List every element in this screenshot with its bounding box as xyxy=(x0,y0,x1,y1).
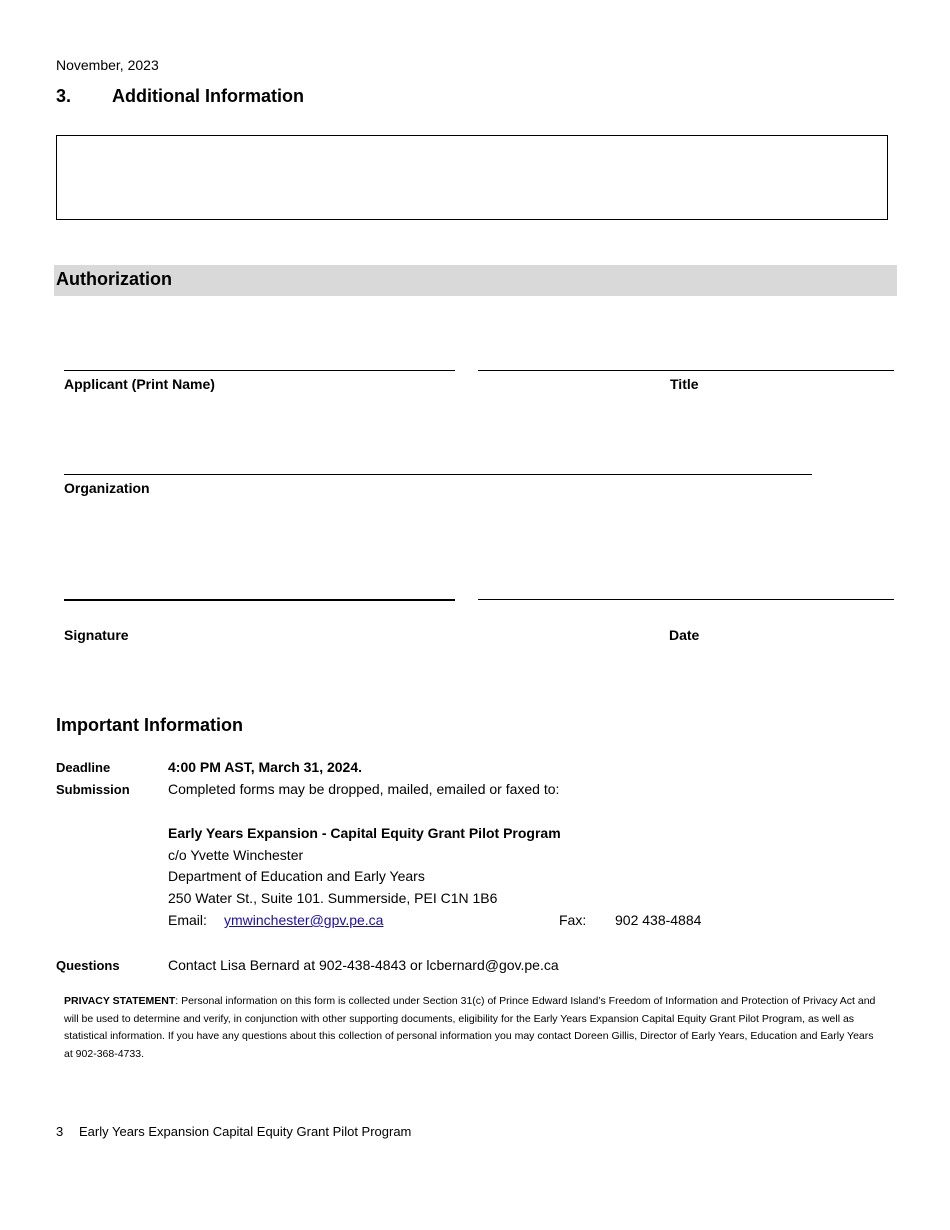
date-label: Date xyxy=(669,627,700,643)
email-link[interactable]: ymwinchester@gpv.pe.ca xyxy=(224,912,384,928)
authorization-header-band xyxy=(54,265,897,296)
privacy-statement xyxy=(64,993,884,1063)
deadline-label: Deadline xyxy=(56,760,111,775)
email-label: Email: xyxy=(168,912,207,928)
title-line[interactable] xyxy=(478,370,894,371)
deadline-value: 4:00 PM AST, March 31, 2024. xyxy=(168,759,363,775)
date-line[interactable] xyxy=(478,599,894,600)
submission-value: Completed forms may be dropped, mailed, emailed or faxed to: xyxy=(168,781,560,797)
care-of: c/o Yvette Winchester xyxy=(168,847,304,863)
section-title: Additional Information xyxy=(112,86,304,106)
questions-label: Questions xyxy=(56,958,120,973)
section-number: 3. xyxy=(56,86,72,106)
footer-page-number: 3 xyxy=(56,1124,64,1139)
privacy-statement-label: PRIVACY STATEMENT xyxy=(64,995,176,1007)
program-name: Early Years Expansion - Capital Equity Grant Pilot Program xyxy=(168,825,561,841)
important-information-title: Important Information xyxy=(56,715,243,735)
department: Department of Education and Early Years xyxy=(168,868,425,884)
fax-label: Fax: xyxy=(559,912,587,928)
submission-label: Submission xyxy=(56,782,130,797)
document-date: November, 2023 xyxy=(56,57,159,73)
footer-program-title: Early Years Expansion Capital Equity Grant Pilot Program xyxy=(79,1124,412,1139)
signature-label: Signature xyxy=(64,627,129,643)
privacy-statement-text: : Personal information on this form is collected under Section 31(c) of Prince Edward Island’s Freedom of Information and Protection of Privacy Act and will be used to determine and verify, in conjunction with other supporting documents, eligibility for the Early Years Expansion Capital Equity Grant Pilot Program, as well as statistical information. If you have any questions about this collection of personal information you may contact Doreen Gillis, Director of Early Years, Education and Early Years at 902-368-4733. xyxy=(64,995,876,1060)
authorization-title: Authorization xyxy=(56,269,172,289)
applicant-name-line[interactable] xyxy=(64,370,455,371)
additional-information-field[interactable] xyxy=(56,135,888,220)
questions-value: Contact Lisa Bernard at 902-438-4843 or lcbernard@gov.pe.ca xyxy=(168,957,559,973)
organization-label: Organization xyxy=(64,480,150,496)
signature-line[interactable] xyxy=(64,599,455,601)
organization-line[interactable] xyxy=(64,474,812,475)
mailing-address: 250 Water St., Suite 101. Summerside, PEI C1N 1B6 xyxy=(168,890,498,906)
applicant-name-label: Applicant (Print Name) xyxy=(64,376,215,392)
fax-value: 902 438-4884 xyxy=(615,912,702,928)
title-label: Title xyxy=(670,376,699,392)
